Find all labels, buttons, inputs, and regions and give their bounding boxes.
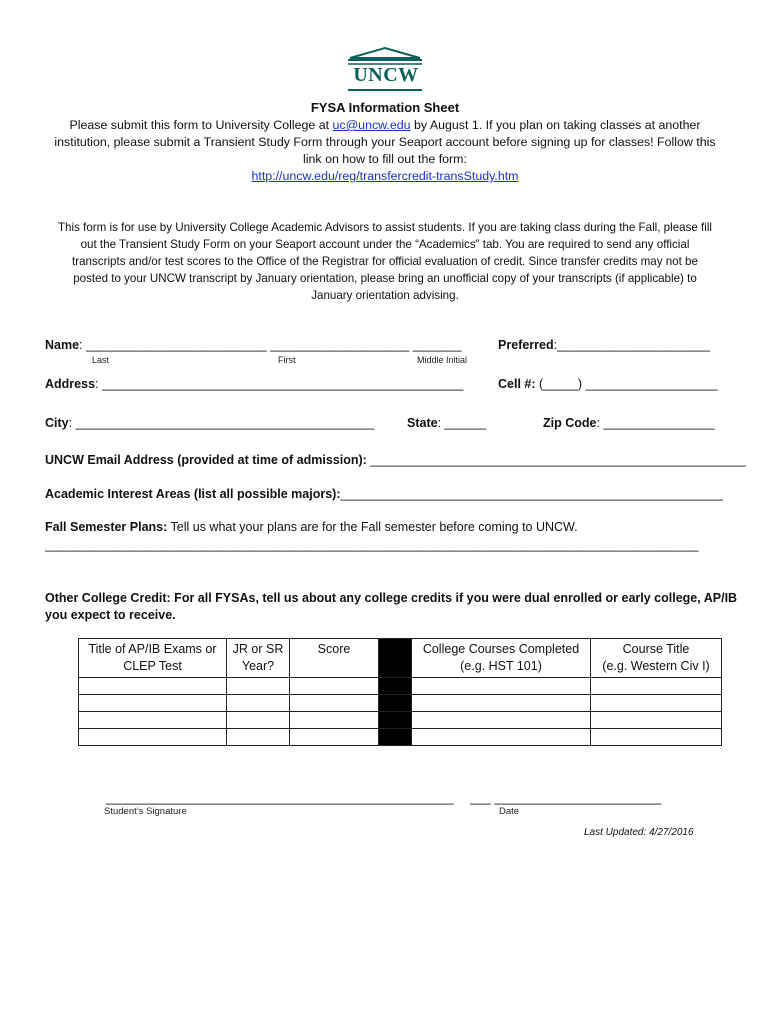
header-text: Score [317,642,351,656]
intro-line-1 [30,117,740,134]
preferred-blank: :______________________ [553,338,711,352]
zip-blank: : ________________ [596,416,715,430]
intro-paragraph [30,117,740,185]
preferred-field[interactable] [498,338,710,352]
table-row [79,729,722,746]
notice-line-5: January orientation advising. [311,289,459,302]
table-cell[interactable] [591,695,722,712]
header-score [290,639,379,678]
table-cell[interactable] [79,678,227,695]
academic-interest-field[interactable] [45,487,723,501]
table-divider-cell [379,678,412,695]
cell-label: Cell #: [498,377,536,391]
notice-line-3: transcripts and/or test scores to the Office of the Registrar for official evaluation of credit. Since transfer credits may not be [72,255,698,268]
table-cell[interactable] [412,695,591,712]
last-label: Last [92,355,110,365]
middle-initial-label: Middle Initial [417,355,468,365]
header-text: College Courses Completed [422,642,580,656]
table-row [79,712,722,729]
table-row [79,695,722,712]
header-college-courses [412,639,591,678]
email-link[interactable]: uc@uncw.edu [332,118,411,132]
state-field[interactable] [407,416,486,430]
name-field[interactable] [45,338,461,352]
table-cell[interactable] [591,678,722,695]
notice-line-2: out the Transient Study Form on your Seaport account under the “Academics” tab. You are required to send any official [80,238,690,251]
table-cell[interactable] [591,712,722,729]
cell-field[interactable] [498,377,718,391]
city-blank: : ___________________________________________ [68,416,375,430]
table-divider-cell [379,712,412,729]
fall-plans-blank[interactable]: ______________________________________________________________________________________________ [45,538,699,552]
table-cell[interactable] [412,712,591,729]
other-credit-line-1: Other College Credit: For all FYSAs, tell us about any college credits if you were dual enrolled or early college, AP/IB [45,591,738,605]
address-blank: : ____________________________________________________ [95,377,464,391]
zip-field[interactable] [543,416,715,430]
first-label: First [278,355,296,365]
transient-study-link[interactable]: http://uncw.edu/reg/transfercredit-transStudy.htm [251,169,519,183]
signature-label: Student’s Signature [104,806,187,817]
date-line[interactable]: ___ ________________________ [470,791,662,805]
table-cell[interactable] [79,729,227,746]
table-divider-cell [379,729,412,746]
table-cell[interactable] [591,729,722,746]
table-cell[interactable] [79,695,227,712]
signature-line[interactable]: __________________________________________________ [106,791,454,805]
intro-line-2: institution, please submit a Transient Study Form through your Seaport account before signing up for classes! Follow this [54,135,716,149]
logo-text: UNCW [353,64,419,86]
header-text: CLEP Test [123,659,182,673]
notice-line-1: This form is for use by University College Academic Advisors to assist students. If you are taking class during the Fall, please fill [57,221,713,234]
header-text: Course Title [622,642,690,656]
header-text: (e.g. HST 101) [460,659,542,673]
uncw-email-label: UNCW Email Address (provided at time of admission): [45,453,367,467]
academic-interest-label: Academic Interest Areas (list all possible majors): [45,487,341,501]
credit-table [78,638,722,746]
academic-interest-blank: _______________________________________________________ [340,487,723,501]
city-field[interactable] [45,416,375,430]
table-cell[interactable] [227,695,290,712]
state-label: State [407,416,438,430]
uncw-email-blank: ______________________________________________________ [366,453,746,467]
notice-paragraph [30,219,740,304]
state-blank: : ______ [437,416,487,430]
intro-line-3: link on how to fill out the form: [303,152,467,166]
table-cell[interactable] [227,729,290,746]
fall-plans-label: Fall Semester Plans: [45,520,168,534]
address-field[interactable] [45,377,463,391]
table-cell[interactable] [412,729,591,746]
table-cell[interactable] [290,712,379,729]
address-label: Address [45,377,96,391]
header-exam-title [79,639,227,678]
table-divider-cell [379,695,412,712]
header-course-title [591,639,722,678]
table-cell[interactable] [412,678,591,695]
name-label: Name [45,338,80,352]
city-label: City [45,416,69,430]
zip-label: Zip Code [543,416,597,430]
last-updated: Last Updated: 4/27/2016 [584,827,694,838]
intro-text: Please submit this form to University College at [69,118,333,132]
header-divider [379,639,412,678]
preferred-label: Preferred [498,338,554,352]
table-cell[interactable] [290,678,379,695]
uncw-logo [340,46,430,92]
table-cell[interactable] [290,729,379,746]
name-blanks: : __________________________ ____________________ _______ [79,338,462,352]
fall-plans-prompt [45,520,578,534]
date-label: Date [499,806,520,817]
page-title: FYSA Information Sheet [310,100,460,115]
header-text: Title of AP/IB Exams or [88,642,217,656]
table-cell[interactable] [227,712,290,729]
fall-plans-text: Tell us what your plans are for the Fall semester before coming to UNCW. [167,520,578,534]
other-credit-line-2: you expect to receive. [45,608,176,622]
cell-blank: (_____) ___________________ [535,377,718,391]
header-text: JR or SR [232,642,284,656]
table-cell[interactable] [227,678,290,695]
notice-line-4: posted to your UNCW transcript by January orientation, please bring an unofficial copy of your transcripts (if applicable) to [73,272,697,285]
header-text: Year? [241,659,275,673]
header-text: (e.g. Western Civ I) [602,659,710,673]
table-cell[interactable] [79,712,227,729]
other-credit-heading [45,590,737,624]
table-header-row [79,639,722,678]
intro-text: by August 1. If you plan on taking classes at another [410,118,701,132]
uncw-email-field[interactable] [45,453,746,467]
table-row [79,678,722,695]
header-year [227,639,290,678]
table-cell[interactable] [290,695,379,712]
